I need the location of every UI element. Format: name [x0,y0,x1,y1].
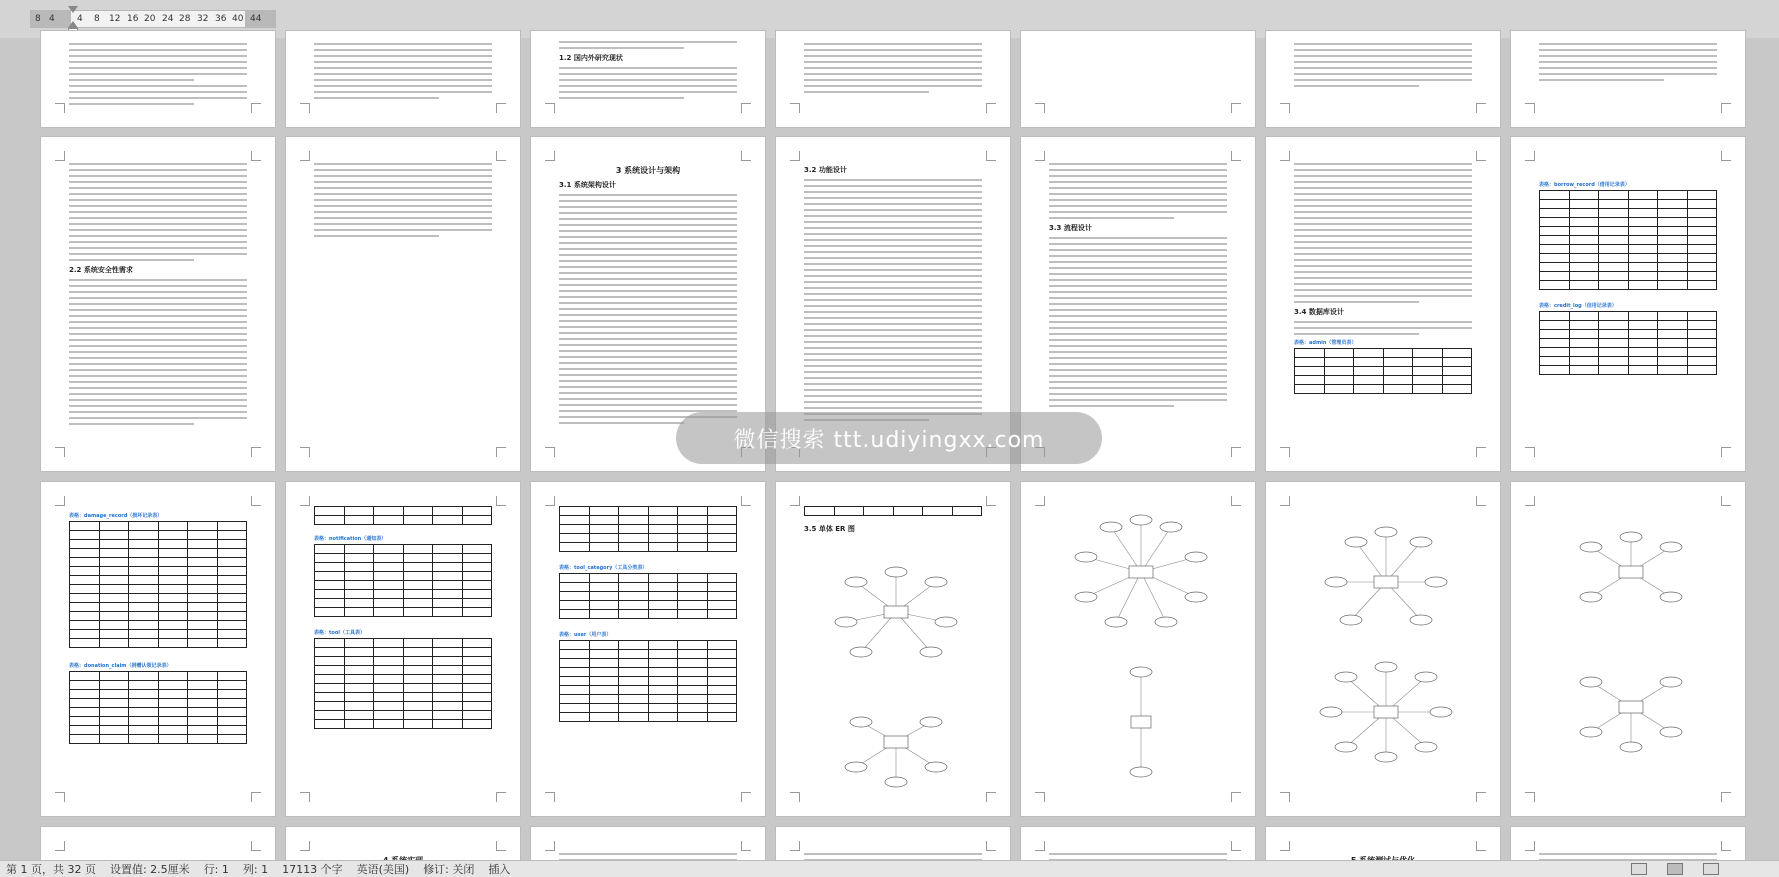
ruler-tick: 20 [144,14,156,24]
page-thumbnail[interactable] [1265,30,1501,128]
page-thumbnail[interactable] [1265,481,1501,817]
page-thumbnail[interactable] [530,481,766,817]
status-language[interactable]: 英语(美国) [356,863,410,876]
view-switcher [1631,863,1719,875]
notification-table [314,544,492,617]
table-caption: 表格：admin（管理员表） [1294,340,1357,346]
ruler-tick: 32 [197,14,209,24]
donation-claim-table [69,671,247,744]
page-thumbnail[interactable] [40,136,276,472]
page-thumbnail[interactable] [775,481,1011,817]
ruler-tick: 4 [49,14,55,24]
page-thumbnail[interactable] [1510,30,1746,128]
ruler-tick: 24 [162,14,174,24]
first-line-indent-icon[interactable] [68,6,78,13]
table-caption: 表格：user（用户表） [559,632,612,638]
ruler-tick: 44 [250,14,262,24]
ruler-tick: 8 [35,14,41,24]
section-heading: 3.3 流程设计 [1049,224,1092,232]
section-heading: 1.2 国内外研究现状 [559,54,623,62]
page-thumbnail[interactable] [40,481,276,817]
user-table [559,640,737,722]
page-thumbnail[interactable] [285,30,521,128]
status-word-count[interactable]: 17113 个字 [282,863,343,876]
ruler-tick: 8 [94,14,100,24]
page-thumbnail[interactable] [1510,481,1746,817]
status-col: 列: 1 [242,863,269,876]
table-caption: 表格：credit_log（信用记录表） [1539,303,1617,309]
status-page[interactable]: 第 1 页，共 32 页 [6,863,96,876]
ruler-tick: 36 [215,14,227,24]
er-diagram [1061,502,1221,802]
table-caption: 表格：notification（通知表） [314,536,387,542]
er-diagram [1306,502,1466,802]
section-heading: 2.2 系统安全性需求 [69,266,133,274]
section-heading: 3.5 单体 ER 图 [804,525,855,533]
chapter-heading: 3 系统设计与架构 [615,166,681,175]
ruler-tick: 28 [179,14,191,24]
er-diagram [816,542,976,802]
page-thumbnail[interactable] [285,481,521,817]
table-continued [559,506,737,552]
page-thumbnail[interactable] [40,30,276,128]
table-caption: 表格：damage_record（损坏记录表） [69,513,163,519]
table-caption: 表格：tool（工具表） [314,630,365,636]
ruler-tick: 40 [232,14,244,24]
indent-marker[interactable] [68,6,78,32]
hanging-indent-icon[interactable] [68,21,78,28]
page-thumbnail[interactable] [1020,481,1256,817]
page-thumbnail[interactable] [285,136,521,472]
credit-log-table [1539,311,1717,375]
table-caption: 表格：donation_claim（捐赠认领记录表） [69,663,172,669]
status-track-changes[interactable]: 修订: 关闭 [423,863,475,876]
web-layout-icon[interactable] [1703,863,1719,875]
table-continued [804,506,982,516]
section-heading: 3.2 功能设计 [804,166,847,174]
table-caption: 表格：borrow_record（借用记录表） [1539,182,1630,188]
ruler-tick: 4 [77,14,83,24]
admin-table [1294,348,1472,394]
tool-category-table [559,573,737,619]
print-layout-icon[interactable] [1667,863,1683,875]
section-heading: 3.1 系统架构设计 [559,181,616,189]
section-heading: 3.4 数据库设计 [1294,308,1344,316]
page-thumbnail[interactable] [775,30,1011,128]
status-row: 行: 1 [203,863,229,876]
status-bar [0,860,1779,877]
ruler-tick: 16 [127,14,139,24]
watermark-banner: 微信搜索 ttt.udiyingxx.com [676,412,1102,464]
table-continued [314,506,492,525]
borrow-record-table [1539,190,1717,290]
page-thumbnail[interactable] [1020,30,1256,128]
er-diagram [1551,502,1711,802]
ruler-strip[interactable] [30,10,276,28]
page-thumbnail[interactable] [1510,136,1746,472]
tool-table [314,638,492,729]
damage-record-table [69,521,247,648]
table-caption: 表格：tool_category（工具分类表） [559,565,648,571]
read-view-icon[interactable] [1631,863,1647,875]
status-insert-mode[interactable]: 插入 [488,863,511,876]
page-thumbnail[interactable] [1265,136,1501,472]
page-thumbnail[interactable] [530,30,766,128]
ruler-tick: 12 [109,14,121,24]
status-position: 设置值: 2.5厘米 [109,863,190,876]
